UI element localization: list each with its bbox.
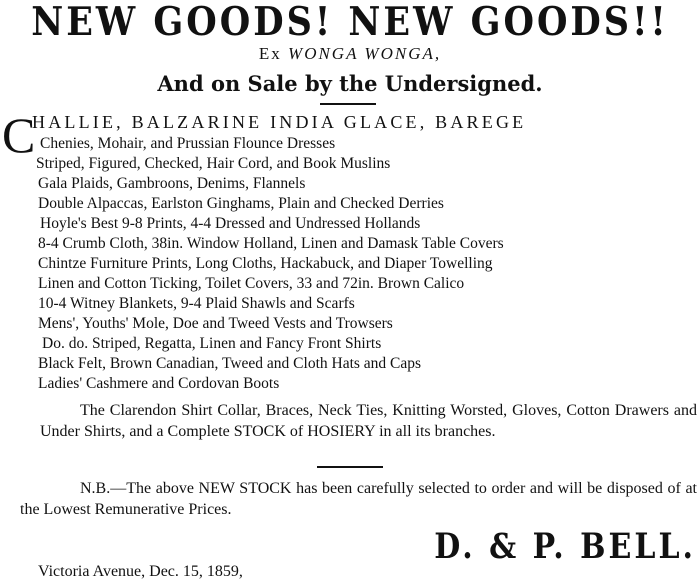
list-item: Linen and Cotton Ticking, Toilet Covers, 33 and 72in. Brown Calico <box>38 275 465 292</box>
signature: D. & P. BELL. <box>434 527 696 568</box>
list-item: Gala Plaids, Gambroons, Denims, Flannels <box>38 175 306 192</box>
list-item: Chintze Furniture Prints, Long Cloths, Hackabuck, and Diaper Towelling <box>38 255 493 272</box>
dateline: Victoria Avenue, Dec. 15, 1859, <box>38 563 243 580</box>
divider-rule <box>320 103 376 105</box>
list-item: Ladies' Cashmere and Cordovan Boots <box>38 375 280 392</box>
list-item: Chenies, Mohair, and Prussian Flounce Dresses <box>40 135 336 152</box>
subhead-prefix: Ex <box>258 44 282 63</box>
list-item: Double Alpaccas, Earlston Ginghams, Plain and Checked Derries <box>38 195 444 212</box>
divider-rule <box>317 466 383 468</box>
ship-name: WONGA WONGA, <box>288 44 442 63</box>
subhead <box>0 44 700 64</box>
list-item: 10-4 Witney Blankets, 9-4 Plaid Shawls and Scarfs <box>38 295 355 312</box>
tagline: And on Sale by the Undersigned. <box>157 71 543 96</box>
list-item: Striped, Figured, Checked, Hair Cord, and Book Muslins <box>36 155 391 172</box>
drop-cap: C <box>2 107 36 163</box>
stock-paragraph: The Clarendon Shirt Collar, Braces, Neck Ties, Knitting Worsted, Gloves, Cotton Drawers and Under Shirts, and a Complete STOCK of HOSIERY in all its branches. <box>40 402 697 440</box>
list-item: 8-4 Crumb Cloth, 38in. Window Holland, Linen and Damask Table Covers <box>38 235 504 252</box>
first-item-text: HALLIE, BALZARINE INDIA GLACE, BAREGE <box>32 112 527 132</box>
list-item: Do. do. Striped, Regatta, Linen and Fancy Front Shirts <box>42 335 382 352</box>
note-paragraph: N.B.—The above NEW STOCK has been carefully selected to order and will be disposed of at the Lowest Remunerative Prices. <box>20 480 697 518</box>
list-item: Black Felt, Brown Canadian, Tweed and Cloth Hats and Caps <box>38 355 422 372</box>
list-item: Hoyle's Best 9-8 Prints, 4-4 Dressed and Undressed Hollands <box>40 215 421 232</box>
headline: NEW GOODS! NEW GOODS!! <box>31 0 669 46</box>
list-item: Mens', Youths' Mole, Doe and Tweed Vests and Trowsers <box>38 315 393 332</box>
